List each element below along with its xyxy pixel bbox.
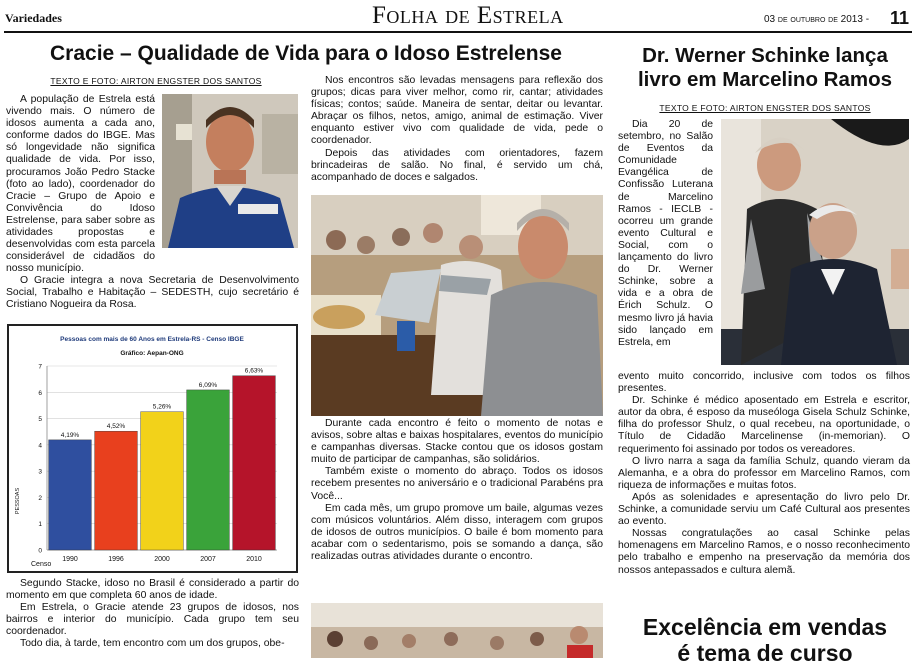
chart-x-tick-label: 2010 [246,556,262,563]
chart-y-tick-label: 0 [38,547,42,555]
elderly-population-chart [7,324,298,573]
page-number: 11 [890,8,910,28]
article3-headline-line2: é tema de curso [677,640,853,666]
tea-serving-photo [311,195,603,416]
article1-col2-bottom [311,418,603,563]
chart-x-ticks [62,556,262,563]
hug-paragraph: Também existe o momento do abraço. Todos os idosos recebem presentes no aniversário e o tradicional Parabéns pra Você... [311,466,603,502]
secretary-paragraph: O Gracie integra a nova Secretaria de Desenvolvimento Social, Trabalho e Habitação – SEDESTH, cujo secretário é Cristiano Nogueira da Rosa. [6,275,299,311]
group-photo [311,603,603,658]
chart-y-tick-label: 5 [38,416,42,424]
article3-headline [618,614,912,666]
chart-value-label: 4,19% [60,431,80,439]
article2-text-narrow [618,119,713,349]
stacke-photo [162,94,298,248]
chart-x-axis-label: Censo [31,561,52,568]
chart-x-tick-label: 1990 [62,556,78,563]
chart-y-tick-label: 7 [38,363,42,371]
chart-bar-2000 [141,412,184,550]
article2-byline: TEXTO E FOTO: AIRTON ENGSTER DOS SANTOS [659,103,871,113]
newspaper-title: Folha de Estrela [372,2,564,29]
notices-paragraph: Durante cada encontro é feito o momento de notas e avisos, sobre altas e baixas hospitalares, eventos do município e campanhas diversas. Stacke contou que os idosos gostam muito de participar de campanhas, são solidários. [311,418,603,466]
article1-headline: Cracie – Qualidade de Vida para o Idoso Estrelense [50,42,562,65]
chart-bars [49,376,276,550]
saga-paragraph: O livro narra a saga da família Schulz, quando vieram da Alemanha, e a obra do professor em Marcelino Ramos, com riqueza de informações e muitas fotos. [618,455,910,491]
chart-bar-2010 [233,376,276,550]
section-label: Variedades [5,11,62,25]
chart-value-label: 4,52% [106,423,126,431]
groups-paragraph: Em Estrela, o Gracie atende 23 grupos de idosos, nos bairros e interior do município. Cada grupo tem seu coordenador. [6,602,299,638]
chart-y-tick-label: 3 [38,468,42,476]
age-paragraph: Segundo Stacke, idoso no Brasil é considerado a partir do momento em que completa 60 anos de idade. [6,578,299,602]
activities-paragraph: Depois das atividades com orientadores, fazem brincadeiras de salão. No final, é servido um chá, acompanhado de doces e salgados. [311,147,603,183]
chart-subtitle: Gráfico: Aepan-ONG [120,350,184,357]
chart-y-ticks [38,364,42,555]
issue-date: 03 de outubro de 2013 - [764,14,870,25]
article1-intro [6,94,155,275]
article2-headline: Dr. Werner Schinke lança livro em Marcelino Ramos [637,44,893,92]
chart-y-tick-label: 2 [38,494,42,502]
article1-col1-bottom [6,578,299,651]
meetings-paragraph: Nos encontros são levadas mensagens para reflexão dos grupos; dicas para viver melhor, como rir, cantar; atividades físicas; contos; saúde. Maneira de sentar, deitar ou levantar. Abraçar os filhos, netos, amigo, animal de estimação. Viver enquanto estiver vivo com qualidade de vida, pede o coordenador. [311,75,603,147]
chart-x-tick-label: 2000 [154,556,170,563]
chart-x-tick-label: 2007 [200,556,216,563]
dance-paragraph: Em cada mês, um grupo promove um baile, algumas vezes com músicos voluntários. Além disso, interagem com grupos de idosos de outros municípios. O baile é bom momento para acabar com o sedentarismo, pois se somando a dança, são realizadas outras atividades durante o encontro. [311,502,603,563]
masthead-rule [4,31,912,33]
chart-value-label: 6,63% [244,367,264,375]
article1-byline: TEXTO E FOTO: AIRTON ENGSTER DOS SANTOS [50,76,262,86]
article3-headline-line1: Excelência em vendas [642,614,888,640]
article2-text-wide [618,371,910,577]
chart-y-tick-label: 4 [38,442,42,450]
chart-bar-1996 [95,431,138,550]
daily-paragraph: Todo dia, à tarde, tem encontro com um dos grupos, obe- [20,638,285,650]
masthead [0,0,916,34]
chart-y-axis-label: PESSOAS [15,487,21,515]
chart-title: Pessoas com mais de 60 Anos em Estrela-RS - Censo IBGE [60,336,244,343]
chart-bar-2007 [187,390,230,550]
congratulations-paragraph: Nossas congratulações ao casal Schinke pelas homenagens em Marcelino Ramos, e o nosso reconhecimento pelo trabalho e empenho na preservação da memória dos nossos antepassados e cultura alemã. [618,528,910,576]
chart-svg [9,326,296,571]
chart-value-label: 5,26% [152,403,172,411]
chart-bar-1990 [49,440,92,550]
chart-x-tick-label: 1996 [108,556,124,563]
author-paragraph: Dr. Schinke é médico aposentado em Estrela e escritor, autor da obra, é esposo da museóloga Gisela Schulz Schinke, filha do professor Shulz, o qual recebeu, na oportunidade, o Título de Cidadão Marcelinense (in-memorian). O requerimento foi assinado por todos os vereadores. [618,395,910,455]
article1-intro-paragraph: A população de Estrela está vivendo mais. O número de idosos aumenta a cada ano, conforme dados do IBGE. Mas só longevidade não significa qualidade de vida. Por isso, procuramos João Pedro Stacke (foto ao lado), coordenador do Cracie – Grupo de Apoio e Convivência do Idoso Estrelense, para saber sobre as atividades propostas e desenvolvidas com esta parcela considerável de cidadãos do nosso município. [6,94,155,275]
event-paragraph-continued: evento muito concorrido, inclusive com todos os filhos presentes. [618,371,910,395]
chart-value-label: 6,09% [198,381,218,389]
chart-y-tick-label: 6 [38,389,42,397]
chart-y-tick-label: 1 [38,521,42,529]
article1-col2-top [311,75,603,184]
schinke-couple-photo [721,119,909,365]
event-paragraph: Dia 20 de setembro, no Salão de Eventos da Comunidade Evangélica de Confissão Luterana de Marcelino Ramos - IECLB - ocorreu um grande evento Cultural e Social, com o lançamento do livro do Dr. Werner Schinke, sobre a vida e a obra de Érich Schulz. O mesmo livro já havia sido lançado em Estrela, em [618,119,713,348]
article1-col1-secretary [6,275,299,311]
cafe-paragraph: Após as solenidades e apresentação do livro pelo Dr. Schinke, a comunidade serviu um Café Cultural aos presentes ao evento. [618,491,910,528]
